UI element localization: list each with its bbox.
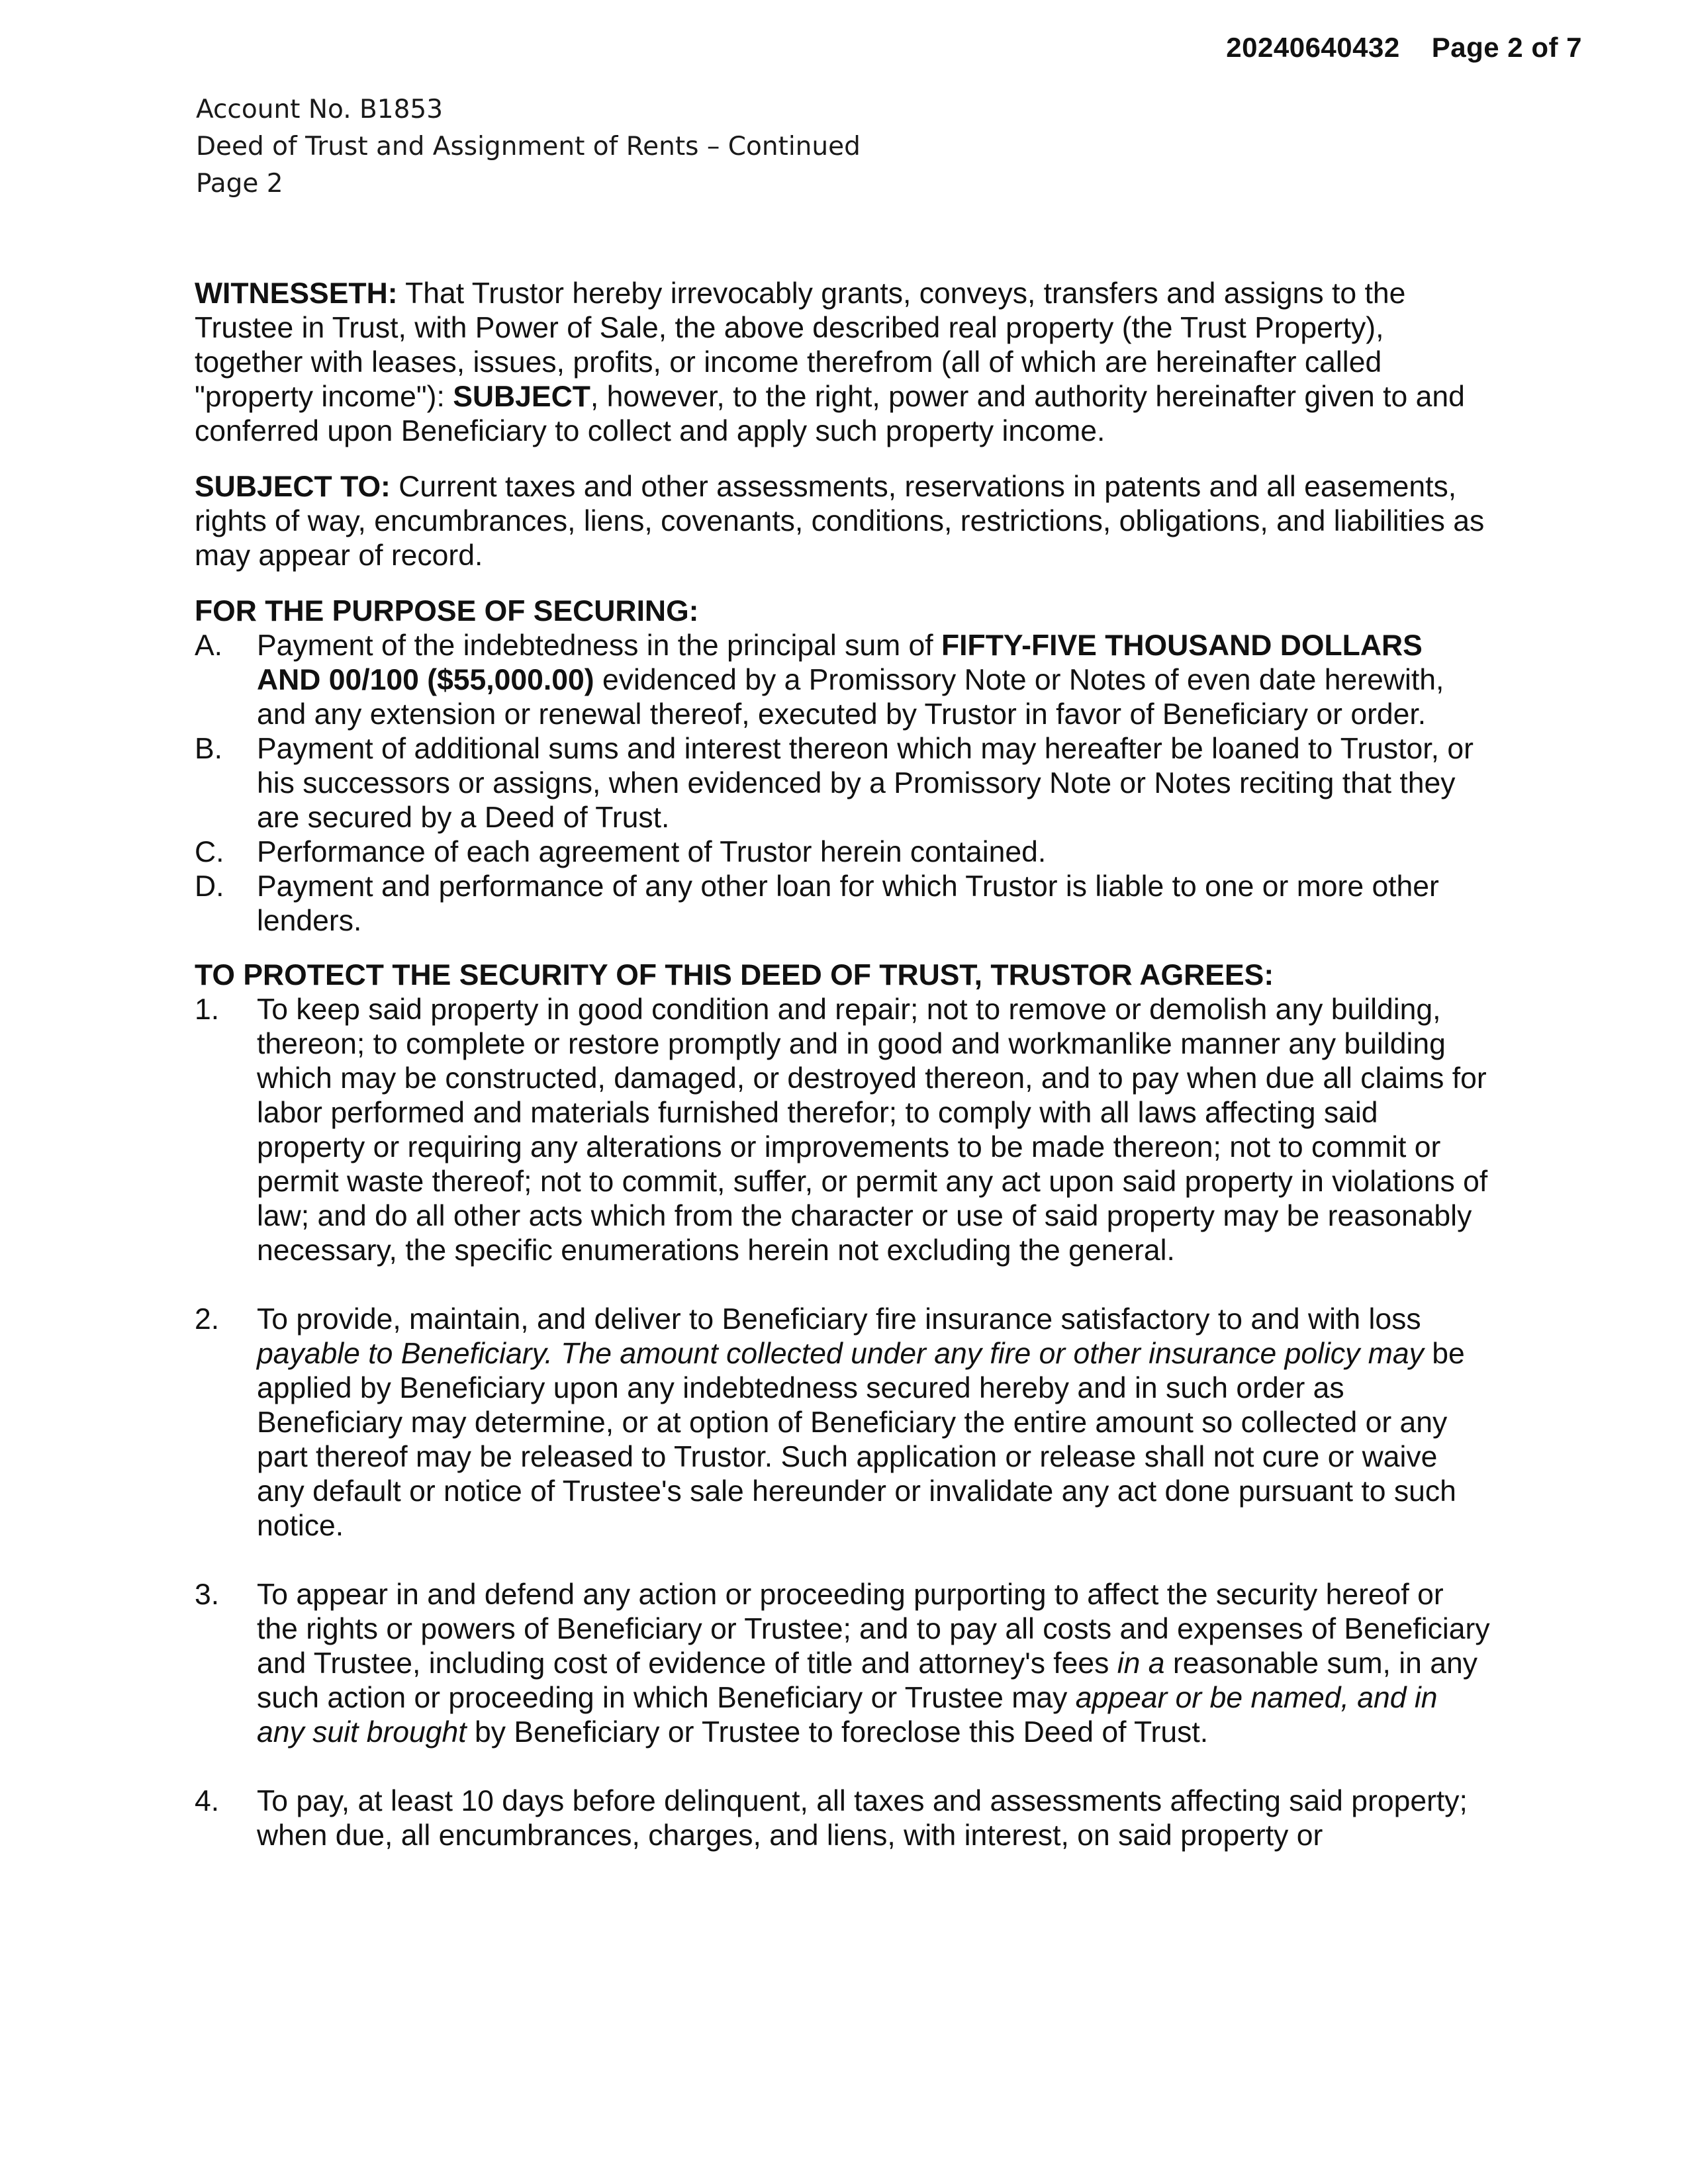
subject-to-text: Current taxes and other assessments, reservations in patents and all easements, rights of way, encumbrances, liens, covenants, conditions, restrictions, obligations, and liabilities as may appear of record. [195, 471, 1485, 572]
agreement-item-1 [195, 993, 1492, 1268]
item-marker: A. [195, 629, 223, 662]
agreement-item-3 [195, 1578, 1492, 1750]
purpose-item-a [195, 629, 1492, 732]
agreement-item-2 [195, 1302, 1492, 1543]
document-body [195, 277, 1492, 1888]
protect-heading: TO PROTECT THE SECURITY OF THIS DEED OF TRUST, TRUSTOR AGREES: [195, 959, 1274, 991]
item-marker: 1. [195, 993, 220, 1026]
subject-bold: SUBJECT [453, 381, 590, 413]
purpose-item-d [195, 870, 1492, 938]
item-marker: D. [195, 870, 224, 903]
item-marker: C. [195, 836, 224, 868]
recording-stamp [1226, 32, 1582, 64]
subject-to-label: SUBJECT TO: [195, 471, 391, 503]
item-d-text: Payment and performance of any other loan for which Trustor is liable to one or more other lenders. [257, 870, 1439, 937]
item-b-text: Payment of additional sums and interest thereon which may hereafter be loaned to Trustor, or his successors or assigns, when evidenced by a Promissory Note or Notes reciting that they are secured by a Deed of Trust. [257, 733, 1474, 834]
item-2-pre: To provide, maintain, and deliver to Beneficiary fire insurance satisfactory to and with loss [257, 1303, 1421, 1336]
witnesseth-label: WITNESSETH: [195, 277, 398, 310]
item-3-italic-2: appear or be named, and in any suit brought [257, 1682, 1438, 1749]
item-3-italic-1: in a [1117, 1647, 1165, 1680]
recording-number: 20240640432 [1226, 32, 1400, 63]
witnesseth-text-1: That Trustor hereby irrevocably grants, conveys, transfers and assigns to the Trustee in Trust, with Power of Sale, the above described real property (the Trust Property), together with leases, issues, profits, or income therefrom (all of which are hereinafter called "property income"): [195, 277, 1406, 413]
item-2-italic: payable to Beneficiary. The amount collected under any fire or other insurance policy may [257, 1338, 1424, 1370]
purpose-item-c [195, 835, 1492, 870]
agreement-item-4 [195, 1784, 1492, 1853]
item-3-pre: To appear in and defend any action or proceeding purporting to affect the security hereof or the rights or powers of Beneficiary or Trustee; and to pay all costs and expenses of Beneficiary and Trustee, including cost of evidence of title and attorney's fees [257, 1578, 1490, 1680]
item-3-mid: reasonable sum, in any such action or proceeding in which Beneficiary or Trustee may [257, 1647, 1477, 1714]
item-c-text: Performance of each agreement of Trustor herein contained. [257, 836, 1047, 868]
purpose-heading: FOR THE PURPOSE OF SECURING: [195, 595, 699, 627]
item-2-post: be applied by Beneficiary upon any indebtedness secured hereby and in such order as Beneficiary may determine, or at option of Beneficiary the entire amount so collected or any part thereof may be released to Trustor. Such application or release shall not cure or waive any default or notice of Trustee's sale hereunder or invalidate any act done pursuant to such notice. [257, 1338, 1465, 1542]
principal-sum: FIFTY-FIVE THOUSAND DOLLARS AND 00/100 ($55,000.00) [257, 629, 1423, 696]
witnesseth-paragraph [195, 277, 1492, 449]
account-number: Account No. B1853 [196, 95, 444, 124]
item-marker: 3. [195, 1578, 220, 1611]
item-marker: 4. [195, 1785, 220, 1817]
purpose-item-b [195, 732, 1492, 835]
item-marker: B. [195, 733, 223, 765]
item-4-text: To pay, at least 10 days before delinquent, all taxes and assessments affecting said property; when due, all encumbrances, charges, and liens, with interest, on said property or [257, 1785, 1468, 1852]
item-a-pre: Payment of the indebtedness in the principal sum of [257, 629, 941, 662]
item-1-text: To keep said property in good condition and repair; not to remove or demolish any building, thereon; to complete or restore promptly and in good and workmanlike manner any building which may be constructed, damaged, or destroyed thereon, and to pay when due all claims for labor performed and materials furnished therefor; to comply with all laws affecting said property or requiring any alterations or improvements to be made thereon; not to commit or permit waste thereof; not to commit, suffer, or permit any act upon said property in violations of law; and do all other acts which from the character or use of said property may be reasonably necessary, the specific enumerations herein not excluding the general. [257, 993, 1488, 1267]
document-title: Deed of Trust and Assignment of Rents – Continued [196, 132, 861, 161]
item-3-post: by Beneficiary or Trustee to foreclose this Deed of Trust. [466, 1716, 1209, 1749]
witnesseth-text-2: , however, to the right, power and authority hereinafter given to and conferred upon Beneficiary to collect and apply such property income. [195, 381, 1465, 447]
document-header [196, 91, 861, 203]
subject-to-paragraph [195, 470, 1492, 573]
page-of-label: Page 2 of 7 [1431, 32, 1582, 63]
item-marker: 2. [195, 1303, 220, 1336]
item-a-post: evidenced by a Promissory Note or Notes of even date herewith, and any extension or renewal thereof, executed by Trustor in favor of Beneficiary or order. [257, 664, 1444, 731]
page-number: Page 2 [196, 169, 283, 199]
